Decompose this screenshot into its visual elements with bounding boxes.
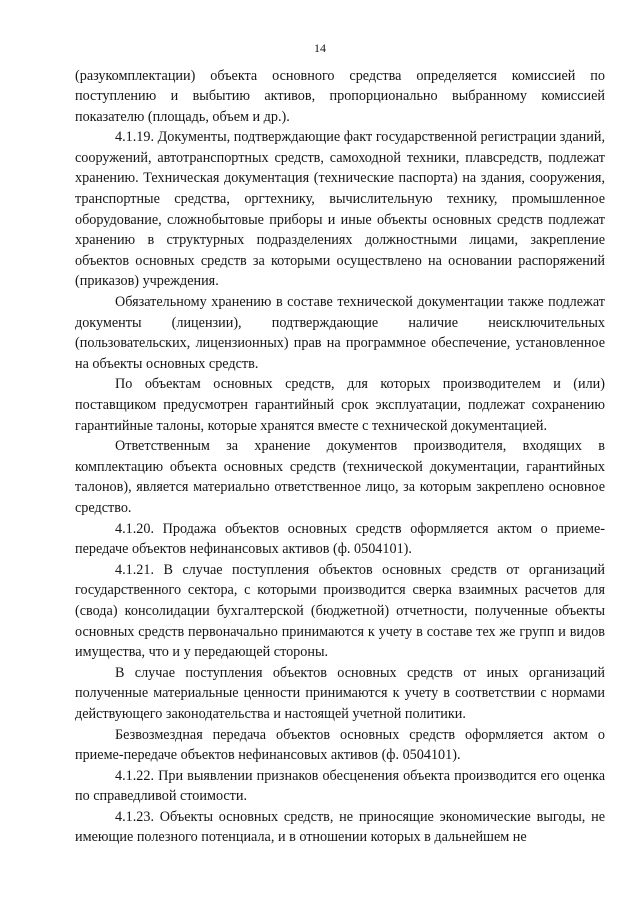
paragraph-technical-docs: Обязательному хранению в составе технической документации также подлежат документы (лицензии), подтверждающие наличие неисключительных (пользовательских, лицензионных) прав на программное обеспечение, установленное на объекты основных средств. (75, 294, 605, 372)
paragraph-4-1-23: 4.1.23. Объекты основных средств, не приносящие экономические выгоды, не имеющие полезного потенциала, и в отношении которых в дальнейшем не (75, 808, 605, 846)
paragraph-4-1-21: 4.1.21. В случае поступления объектов основных средств от организаций государственного сектора, с которыми производится сверка взаимных расчетов для (свода) консолидации бухгалтерской (бюджетной) отчетности, полученные объекты основных средств первоначально принимаются к учету в составе тех же групп и видов имущества, что и у передающей стороны. (75, 561, 605, 661)
paragraph-responsible-person: Ответственным за хранение документов производителя, входящих в комплектацию объекта основных средств (технической документации, гарантийных талонов), является материально ответственное лицо, за которым закреплено основное средство. (75, 438, 605, 516)
paragraph-other-organizations: В случае поступления объектов основных средств от иных организаций полученные материальные ценности принимаются к учету в соответствии с нормами действующего законодательства и настоящей учетной политики. (75, 664, 605, 722)
paragraph-4-1-22: 4.1.22. При выявлении признаков обесценения объекта производится его оценка по справедливой стоимости. (75, 767, 605, 805)
body-text (75, 66, 605, 849)
paragraph-continuation: (разукомплектации) объекта основного средства определяется комиссией по поступлению и выбытию активов, пропорционально выбранному комиссией показателю (площадь, объем и др.). (75, 67, 605, 125)
paragraph-4-1-19: 4.1.19. Документы, подтверждающие факт государственной регистрации зданий, сооружений, автотранспортных средств, самоходной техники, плавсредств, подлежат хранению. Техническая документация (технические паспорта) на здания, сооружения, транспортные средства, оргтехнику, вычислительную технику, промышленное оборудование, сложнобытовые приборы и иные объекты основных средств подлежат хранению в структурных подразделениях должностными лицами, закрепление объектов основных средств за которыми осуществлено на основании распоряжений (приказов) учреждения. (75, 129, 605, 290)
paragraph-warranty-cards: По объектам основных средств, для которых производителем и (или) поставщиком предусмотрен гарантийный срок эксплуатации, подлежат сохранению гарантийные талоны, которые хранятся вместе с технической документацией. (75, 376, 605, 434)
page-number: 14 (314, 41, 326, 55)
paragraph-4-1-20: 4.1.20. Продажа объектов основных средств оформляется актом о приеме-передаче объектов нефинансовых активов (ф. 0504101). (75, 520, 605, 558)
paragraph-free-transfer: Безвозмездная передача объектов основных средств оформляется актом о приеме-передаче объектов нефинансовых активов (ф. 0504101). (75, 726, 605, 764)
